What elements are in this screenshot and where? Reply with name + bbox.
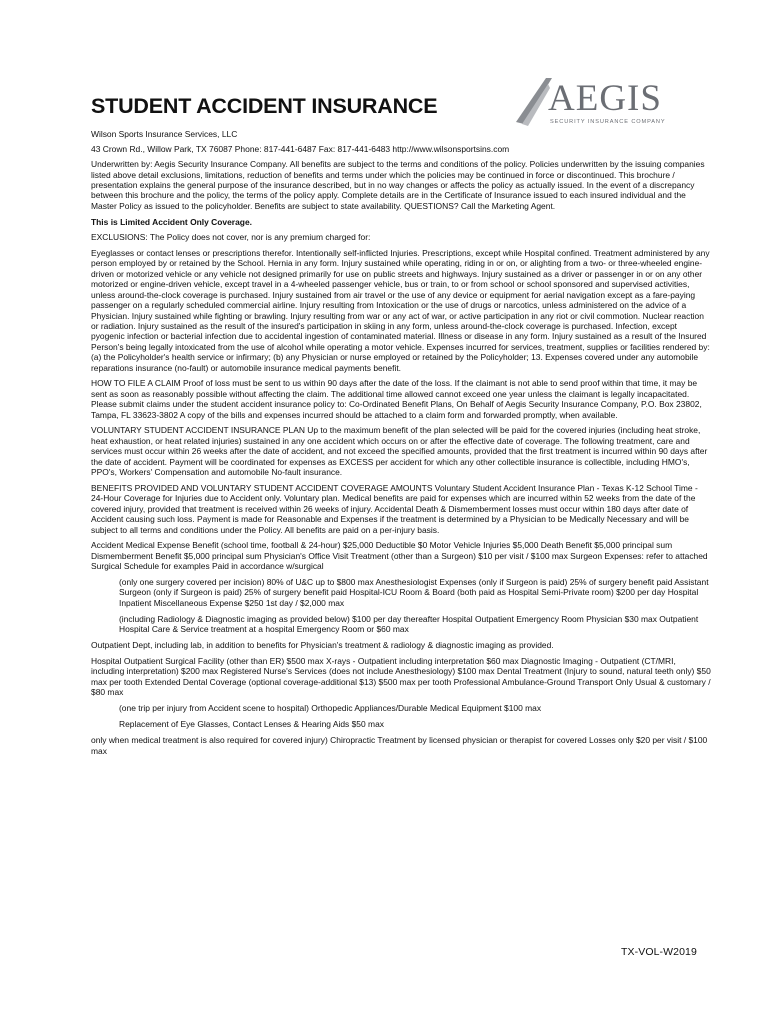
- radiology-paragraph: (including Radiology & Diagnostic imaging as provided below) $100 per day thereafter Hospital Outpatient Emergency Room Physician $30 max Outpatient Hospital Care & Service treatment at a hospital Emergency Room or $60 max: [119, 613, 699, 635]
- benefits-paragraph: BENEFITS PROVIDED AND VOLUNTARY STUDENT ACCIDENT COVERAGE AMOUNTS Voluntary Student Accident Insurance Plan - Texas K-12 School Time - 24-Hour Coverage for Injuries due to Accident only. Voluntary plan. Medical benefits are paid for expenses which are incurred within 52 weeks from the date of the covered injury, provided that treatment is received within 26 weeks of injury. Accidental Death & Dismemberment losses must occur within 180 days after date of Accident causing such loss. Payment is made for Reasonable and Expenses if the treatment is determined by a Physician to be Medically Necessary and will be subject to all terms and conditions under the Policy. All benefits are paid on a per-injury basis.: [91, 482, 698, 535]
- logo-tagline: SECURITY INSURANCE COMPANY: [550, 119, 666, 125]
- form-code: TX-VOL-W2019: [621, 946, 697, 958]
- company-address: 43 Crown Rd., Willow Park, TX 76087 Phone: 817-441-6487 Fax: 817-441-6483 http://www.wilsonsportsins.com: [91, 144, 510, 155]
- voluntary-plan-paragraph: VOLUNTARY STUDENT ACCIDENT INSURANCE PLAN Up to the maximum benefit of the plan selected will be paid for the covered injuries (including heat stroke, heat exhaustion, or heat related injuries) sustained in any one accident which occurs on or after the effective date of coverage. The following treatment, care and services must occur within 26 weeks after the date of accident, and not exceed the specified amounts, provided that the first treatment is incurred within 90 days after the date of accident. Payment will be coordinated for expenses as EXCESS per accident for which any other collectible insurance is collectible, including HMO's, PPO's, Workers' Compensation and automobile No-fault insurance.: [91, 425, 708, 478]
- eye-glasses-paragraph: Replacement of Eye Glasses, Contact Lenses & Hearing Aids $50 max: [119, 719, 384, 730]
- logo-wordmark: AEGIS: [548, 78, 662, 119]
- chiropractic-paragraph: only when medical treatment is also required for covered injury) Chiropractic Treatment by licensed physician or therapist for covered Losses only $20 per visit / $100 max: [91, 735, 708, 756]
- document-title: STUDENT ACCIDENT INSURANCE: [91, 94, 438, 118]
- claim-paragraph: HOW TO FILE A CLAIM Proof of loss must be sent to us within 90 days after the date of the loss. If the claimant is not able to send proof within that time, it may be sent as soon as reasonably possible without affecting the claim. The additional time allowed cannot exceed one year unless the claimant is legally incapacitated. Please submit claims under the student accident insurance policy to: Co-Ordinated Benefit Plans, On Behalf of Aegis Security Insurance Company, P.O. Box 23802, Tampa, FL 33623-3802 A copy of the bills and expenses incurred should be attached to a claim form and forwarded promptly, when available.: [91, 378, 702, 420]
- one-trip-paragraph: (one trip per injury from Accident scene to hospital) Orthopedic Appliances/Durable Medical Equipment $100 max: [119, 703, 542, 713]
- surgery-paragraph: (only one surgery covered per incision) 80% of U&C up to $800 max Anesthesiologist Expenses (only if Surgeon is paid) 25% of surgery benefit paid Assistant Surgeon (only if Surgeon is paid) 25% of surgery benefit paid Hospital-ICU Room & Board (both paid as Hospital Semi-Private room) $200 per day Hospital Inpatient Miscellaneous Expense $250 1st day / $2,000 max: [119, 576, 709, 608]
- aegis-logo: [512, 72, 672, 132]
- outpatient-dept-paragraph: Outpatient Dept, including lab, in addition to benefits for Physician's treatment & radiology & diagnostic imaging as provided.: [91, 640, 554, 651]
- underwriting-paragraph: Underwritten by: Aegis Security Insurance Company. All benefits are subject to the terms and conditions of the policy. Policies underwritten by the issuing companies listed above detail exclusions, limitations, reduction of benefits and terms under which the policies may be continued in force or discontinued. This brochure / presentation explains the general purpose of the insurance described, but in no way changes or affects the policy as actually issued. In the event of a discrepancy between this brochure and the policy, the terms of the policy apply. Complete details are in the Certificate of Insurance issued to each insured individual and the Master Policy as issued to the policyholder. Benefits are subject to state availability. QUESTIONS? Call the Marketing Agent.: [91, 159, 705, 211]
- company-name: Wilson Sports Insurance Services, LLC: [91, 129, 238, 139]
- accident-medical-paragraph: Accident Medical Expense Benefit (school time, football & 24-hour) $25,000 Deductible $0 Motor Vehicle Injuries $5,000 Death Benefit $5,000 principal sum Dismemberment Benefit $5,000 principal sum Physician's Office Visit Treatment (other than a Surgeon) $10 per visit / $100 max Surgeon Expenses: refer to attached Surgical Schedule for examples Paid in accordance w/surgical: [91, 540, 708, 572]
- limited-coverage-note: This is Limited Accident Only Coverage.: [91, 216, 252, 227]
- surgical-facility-paragraph: Hospital Outpatient Surgical Facility (other than ER) $500 max X-rays - Outpatient including interpretation $60 max Diagnostic Imaging - Outpatient (CT/MRI, including interpretation) $200 max Registered Nurse's Services (does not include Anesthesiology) $100 max Dental Treatment (Injury to sound, natural teeth only) $50 max per tooth Extended Dental Coverage (optional coverage-additional $13) $500 max per tooth Professional Ambulance-Ground Transport Only Usual & customary / $80 max: [91, 656, 711, 698]
- exclusions-intro: EXCLUSIONS: The Policy does not cover, nor is any premium charged for:: [91, 232, 371, 243]
- document-body: [91, 129, 711, 761]
- exclusions-paragraph: Eyeglasses or contact lenses or prescriptions therefor. Intentionally self-inflicted Injuries. Prescriptions, except while Hospital confined. Treatment administered by any person employed by or retained by the School. Hernia in any form. Injury sustained while operating, riding in or on, or alighting from a two- or three-wheeled engine-driven or motorized vehicle or any vehicle not designed primarily for use on public streets and highways. Injury sustained as a driver or passenger in or on any other motorized or engine-driven vehicle, except travel in a 4-wheeled passenger vehicle, bus or train, to or from school or school sponsored and supervised activities, unless around-the-clock coverage is purchased. Injury sustained from air travel or the use of any device or equipment for aerial navigation except as a fare-paying passenger on a regularly scheduled commercial airline. Injury resulting from Intoxication or the use of drugs or narcotics, unless administered on the advice of a Physician. Injury sustained while fighting or brawling. Injury resulting from war or any act of war, or active participation in any riot or civil commotion. Nuclear reaction or radiation. Injury sustained as the result of the insured's participation in skiing in any form, unless around-the-clock coverage is purchased. Infection, except pyogenic infection or bacterial infection due to accidental ingestion of contaminated material. Illness or disease in any form. Injury sustained as a result of the Insured Person's being legally intoxicated from the use of alcohol while operating a motor vehicle. Expenses incurred for services, treatment, supplies or facilities rendered by: (a) the Policyholder's health service or infirmary; (b) any Physician or nurse employed or retained by the Policyholder; 13. Expenses covered under any automobile reparations insurance (no-fault) or automobile insurance medical payments benefit.: [91, 247, 710, 373]
